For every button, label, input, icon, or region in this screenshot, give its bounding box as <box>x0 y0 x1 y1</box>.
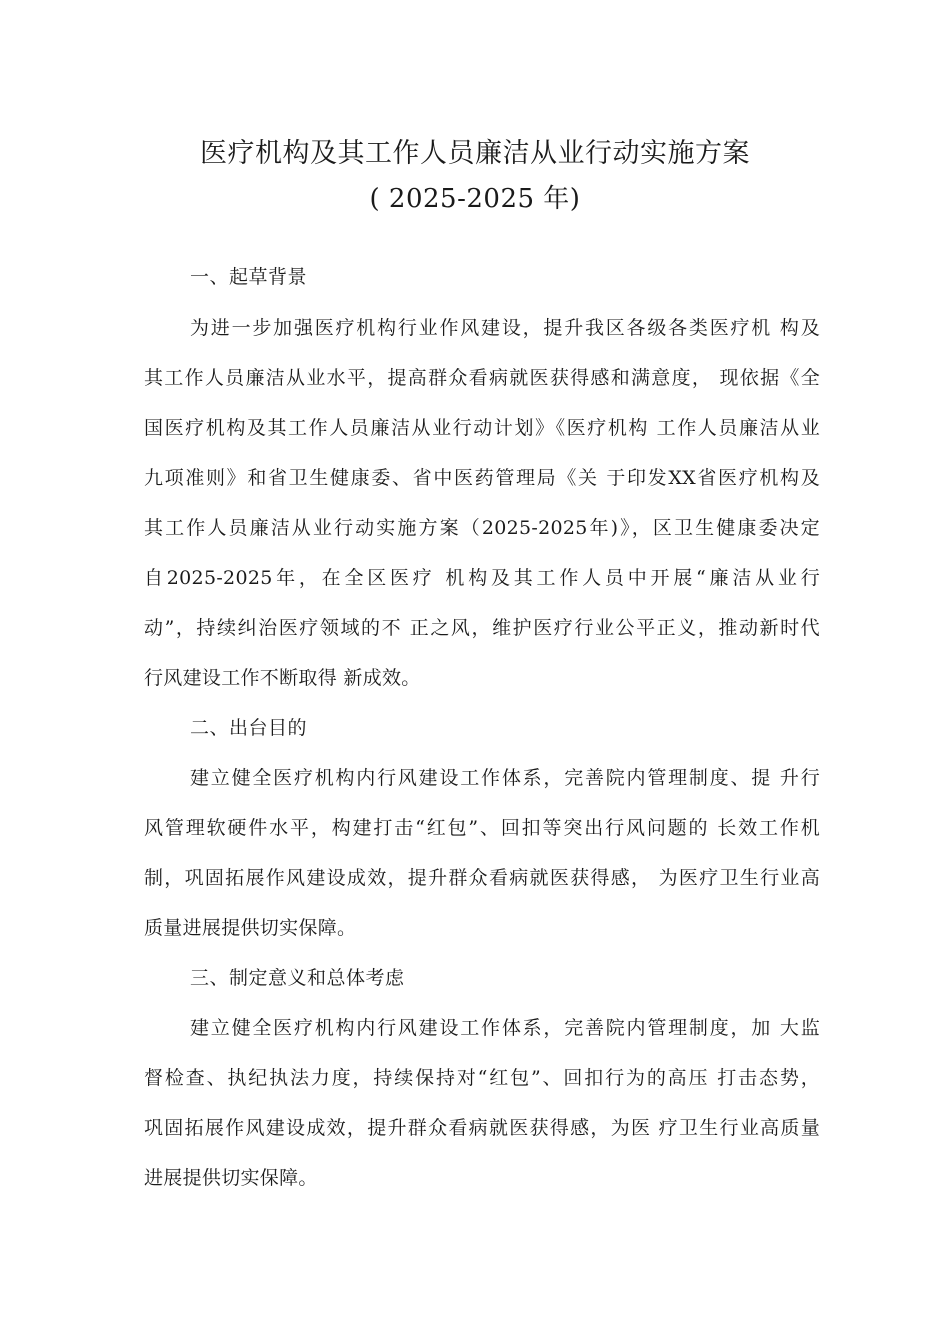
paragraph-line: 行风建设工作不断取得 新成效。 <box>144 667 421 689</box>
paragraph-line: 自2025-2025年，在全区医疗 机构及其工作人员中开展“廉洁从业行 <box>144 567 820 589</box>
document-subtitle: ( 2025-2025 年) <box>369 184 581 214</box>
paragraph-line: 九项准则》和省卫生健康委、省中医药管理局《关 于印发XX省医疗机构及 <box>144 467 820 489</box>
paragraph-line: 进展提供切实保障。 <box>144 1167 318 1189</box>
document-title: 医疗机构及其工作人员廉洁从业行动实施方案 <box>200 138 750 169</box>
paragraph-line: 巩固拓展作风建设成效，提升群众看病就医获得感，为医 疗卫生行业高质量 <box>144 1117 820 1139</box>
section-heading-purpose: 二、出台目的 <box>190 717 308 739</box>
paragraph-line: 质量进展提供切实保障。 <box>144 917 357 939</box>
paragraph-line: 动”，持续纠治医疗领域的不 正之风，维护医疗行业公平正义，推动新时代 <box>144 617 820 639</box>
paragraph-line: 为进一步加强医疗机构行业作风建设，提升我区各级各类医疗机 构及 <box>190 317 820 339</box>
paragraph-line: 风管理软硬件水平，构建打击“红包”、回扣等突出行风问题的 长效工作机 <box>144 817 820 839</box>
paragraph-line: 国医疗机构及其工作人员廉洁从业行动计划》《医疗机构 工作人员廉洁从业 <box>144 417 820 439</box>
paragraph-line: 建立健全医疗机构内行风建设工作体系，完善院内管理制度，加 大监 <box>190 1017 820 1039</box>
paragraph-line: 制，巩固拓展作风建设成效，提升群众看病就医获得感， 为医疗卫生行业高 <box>144 867 820 889</box>
paragraph-line: 建立健全医疗机构内行风建设工作体系，完善院内管理制度、提 升行 <box>190 767 820 789</box>
paragraph-line: 督检查、执纪执法力度，持续保持对“红包”、回扣行为的高压 打击态势， <box>144 1067 820 1089</box>
paragraph-line: 其工作人员廉洁从业行动实施方案（2025-2025年)》，区卫生健康委决定 <box>144 517 820 539</box>
paragraph-line: 其工作人员廉洁从业水平，提高群众看病就医获得感和满意度， 现依据《全 <box>144 367 820 389</box>
section-heading-significance: 三、制定意义和总体考虑 <box>190 967 405 989</box>
section-heading-background: 一、起草背景 <box>190 266 308 288</box>
